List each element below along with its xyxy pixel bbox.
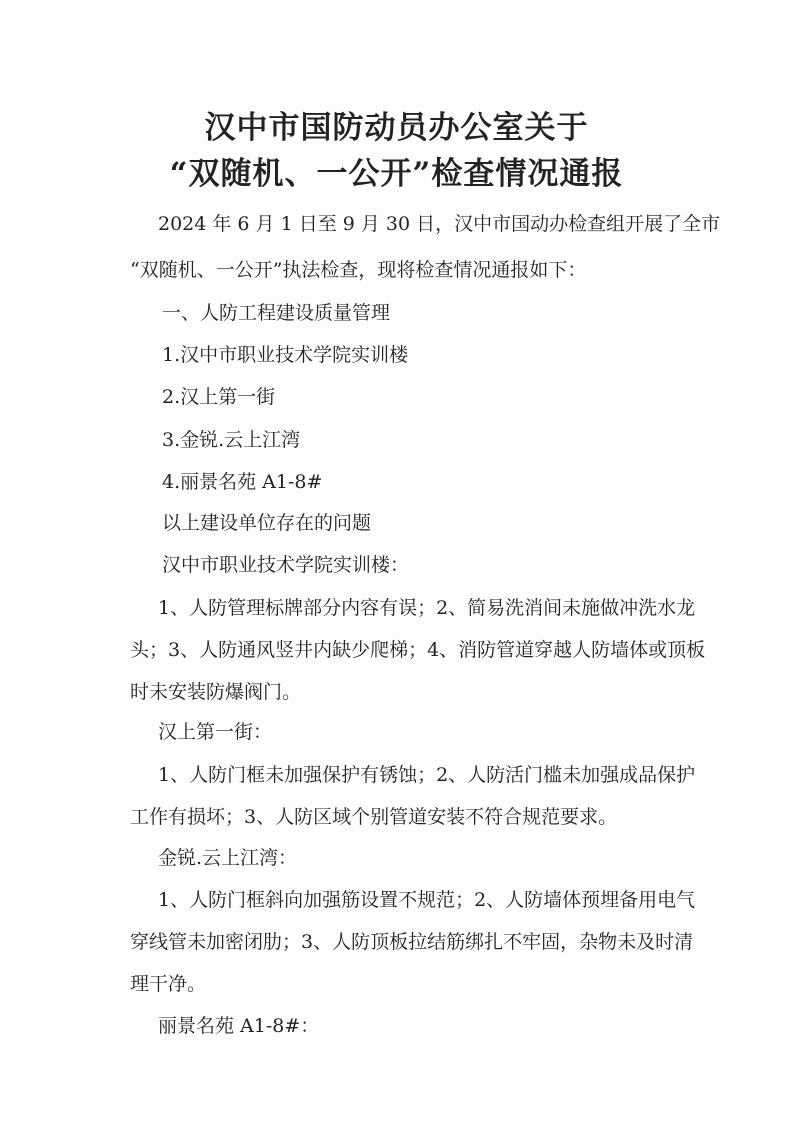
intro-line-2: “双随机、一公开”执法检查，现将检查情况通报如下： (130, 259, 587, 281)
project-item: 2.汉上第一街 (162, 386, 276, 408)
project-item: 4.丽景名苑 A1-8# (162, 471, 323, 493)
finding-line: 1、人防门框斜向加强筋设置不规范；2、人防墙体预埋备用电气 (158, 889, 696, 911)
finding-line: 1、人防管理标牌部分内容有误；2、简易洗消间未施做冲洗水龙 (158, 597, 696, 619)
finding-title: 金锐.云上江湾： (158, 847, 298, 869)
project-item: 1.汉中市职业技术学院实训楼 (162, 344, 409, 366)
finding-line: 头；3、人防通风竖井内缺少爬梯；4、消防管道穿越人防墙体或顶板 (130, 639, 706, 661)
intro-line-1: 2024 年 6 月 1 日至 9 月 30 日，汉中市国动办检查组开展了全市 (158, 213, 721, 235)
finding-line: 理干净。 (130, 973, 207, 995)
finding-title: 丽景名苑 A1-8#： (158, 1015, 320, 1037)
finding-line: 1、人防门框未加强保护有锈蚀；2、人防活门槛未加强成品保护 (158, 764, 696, 786)
document-title-line-1: 汉中市国防动员办公室关于 (204, 110, 589, 146)
project-item: 3.金锐.云上江湾 (162, 429, 301, 451)
finding-line: 穿线管未加密闭肋；3、人防顶板拉结筋绑扎不牢固，杂物未及时清 (130, 931, 694, 953)
finding-line: 时未安装防爆阀门。 (130, 681, 302, 703)
finding-title: 汉上第一街： (158, 721, 273, 743)
problems-intro: 以上建设单位存在的问题 (162, 512, 372, 534)
finding-title: 汉中市职业技术学院实训楼： (162, 554, 410, 576)
document-title-line-2: “双随机、一公开”检查情况通报 (169, 156, 624, 192)
section-heading: 一、人防工程建设质量管理 (162, 302, 391, 324)
finding-line: 工作有损坏；3、人防区域个别管道安装不符合规范要求。 (130, 806, 618, 828)
